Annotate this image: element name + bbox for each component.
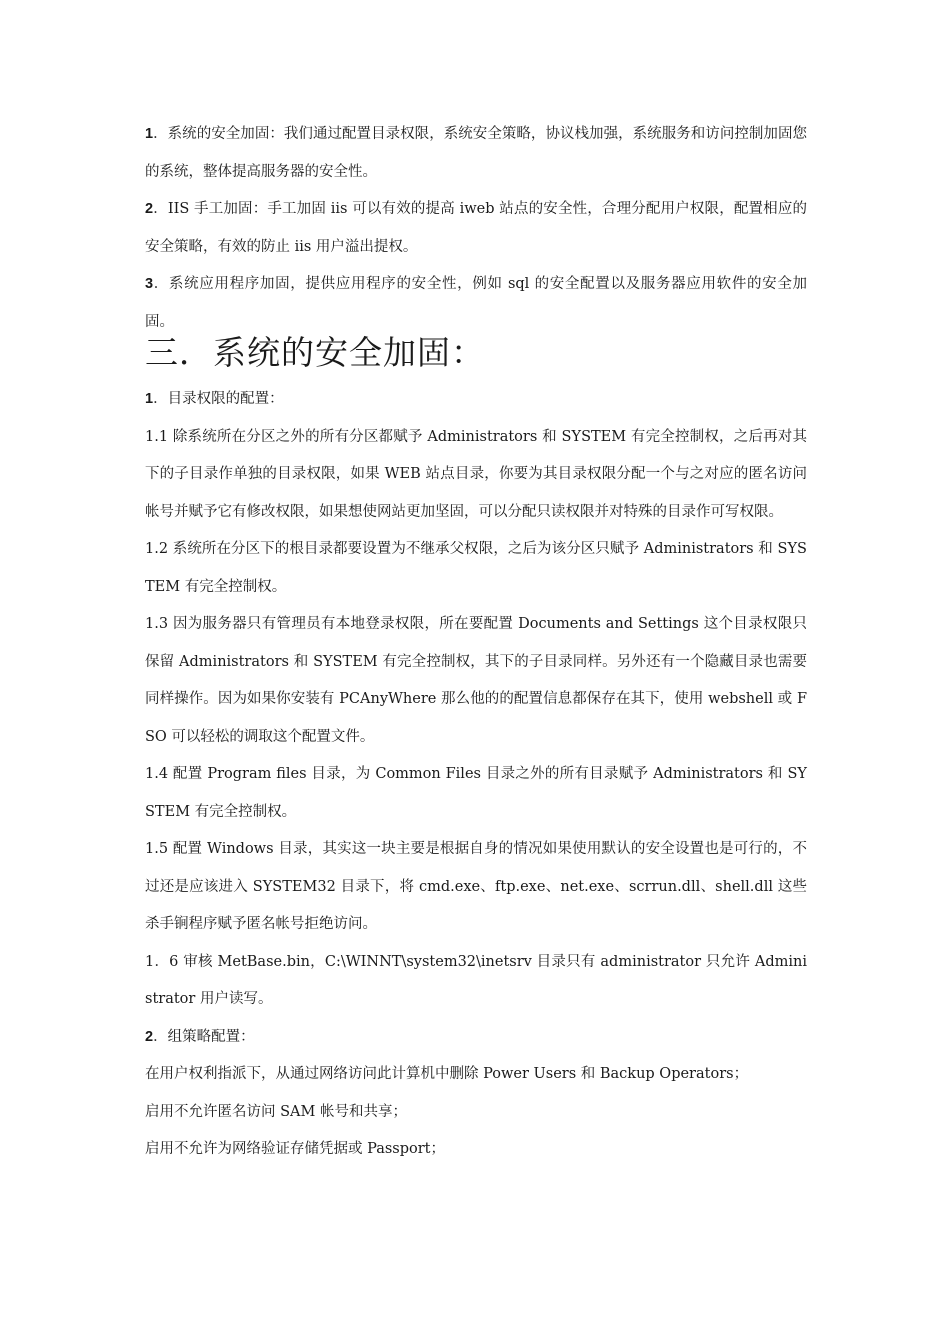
intro-paragraph-1 <box>145 116 807 191</box>
item-1-4: 1.4 配置 Program files 目录，为 Common Files 目录之外的所有目录赋予 Administrators 和 SYSTEM 有完全控制权。 <box>145 766 807 820</box>
item-number: 1 <box>145 126 154 142</box>
subsection-title: ．组策略配置： <box>153 1028 255 1045</box>
item-number: 2 <box>145 1028 154 1045</box>
item-1-2: 1.2 系统所在分区下的根目录都要设置为不继承父权限，之后为该分区只赋予 Administrators 和 SYSTEM 有完全控制权。 <box>145 541 807 595</box>
intro-paragraph-3 <box>145 266 807 341</box>
item-1-3: 1.3 因为服务器只有管理员有本地登录权限，所在要配置 Documents and Settings 这个目录权限只保留 Administrators 和 SYSTEM 有完全控制权，其下的子目录同样。另外还有一个隐藏目录也需要同样操作。因为如果你安装有 PCAnyWhere 那么他的的配置信息都保存在其下，使用 webshell 或 FSO 可以轻松的调取这个配置文件。 <box>145 616 807 745</box>
policy-line-3: 启用不允许为网络验证存储凭据或 Passport； <box>145 1141 446 1157</box>
item-1-6: 1．6 审核 MetBase.bin，C:\WINNT\system32\inetsrv 目录只有 administrator 只允许 Administrator 用户读写。 <box>145 953 807 1007</box>
item-number: 3 <box>145 276 154 292</box>
item-number: 2 <box>145 201 154 217</box>
paragraph-text: ．系统应用程序加固，提供应用程序的安全性，例如 sql 的安全配置以及服务器应用软件的安全加固。 <box>145 276 807 330</box>
subsection-heading-directory-permissions <box>145 381 807 419</box>
paragraph-text: ．IIS 手工加固：手工加固 iis 可以有效的提高 iweb 站点的安全性，合理分配用户权限，配置相应的安全策略，有效的防止 iis 用户溢出提权。 <box>145 201 807 255</box>
policy-line-1: 在用户权利指派下，从通过网络访问此计算机中删除 Power Users 和 Backup Operators； <box>145 1066 749 1082</box>
item-1-5: 1.5 配置 Windows 目录，其实这一块主要是根据自身的情况如果使用默认的安全设置也是可行的，不过还是应该进入 SYSTEM32 目录下，将 cmd.exe、ftp.exe、net.exe、scrrun.dll、shell.dll 这些杀手锏程序赋予匿名帐号拒绝访问。 <box>145 841 807 932</box>
policy-line-2: 启用不允许匿名访问 SAM 帐号和共享； <box>145 1103 407 1120</box>
document-body <box>145 116 807 1169</box>
subsection-heading-group-policy <box>145 1019 807 1057</box>
paragraph-text: ．系统的安全加固：我们通过配置目录权限，系统安全策略，协议栈加强，系统服务和访问控制加固您的系统，整体提高服务器的安全性。 <box>145 126 807 180</box>
item-1-1: 1.1 除系统所在分区之外的所有分区都赋予 Administrators 和 SYSTEM 有完全控制权，之后再对其下的子目录作单独的目录权限，如果 WEB 站点目录，你要为其目录权限分配一个与之对应的匿名访问帐号并赋予它有修改权限，如果想使网站更加坚固，可以分配只读权限并对特殊的目录作可写权限。 <box>145 428 807 520</box>
section-heading: 三．系统的安全加固： <box>145 333 485 372</box>
item-number: 1 <box>145 391 154 407</box>
subsection-title: ．目录权限的配置： <box>153 391 284 407</box>
intro-paragraph-2 <box>145 191 807 266</box>
